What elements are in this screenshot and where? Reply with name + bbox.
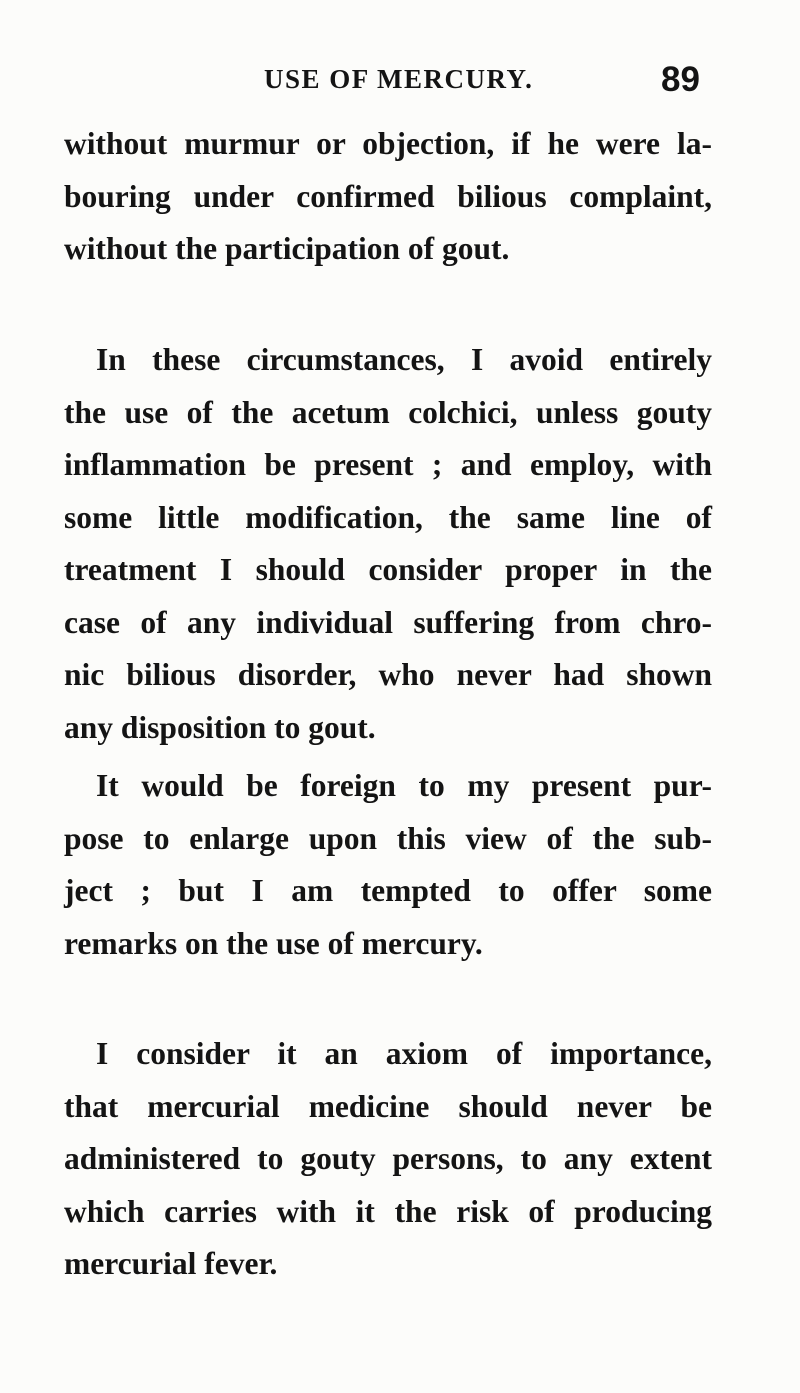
paragraph-4 [64, 1028, 712, 1291]
text-line: mercurial fever. [64, 1246, 278, 1281]
text-line: It would be foreign to my present pur- [96, 768, 712, 803]
text-line: pose to enlarge upon this view of the sub- [64, 820, 712, 856]
text-line: administered to gouty persons, to any extent [64, 1141, 712, 1176]
text-line: treatment I should consider proper in the [64, 552, 712, 587]
paragraph-1 [64, 118, 712, 276]
paragraph-3 [64, 760, 712, 970]
text-line: without murmur or objection, if he were la- [64, 126, 712, 161]
text-line: which carries with it the risk of producing [64, 1193, 712, 1229]
text-line: bouring under confirmed bilious complaint, [64, 178, 712, 214]
paragraph-2 [64, 334, 712, 754]
text-line: In these circumstances, I avoid entirely [96, 342, 712, 377]
text-line: without the participation of gout. [64, 231, 510, 266]
text-line: the use of the acetum colchici, unless gouty [64, 394, 712, 430]
running-title: USE OF MERCURY. [264, 64, 534, 94]
text-line: nic bilious disorder, who never had shown [64, 657, 712, 692]
text-line: inflammation be present ; and employ, with [64, 447, 712, 482]
text-line: case of any individual suffering from chro- [64, 604, 712, 640]
text-line: I consider it an axiom of importance, [96, 1036, 712, 1071]
text-line: remarks on the use of mercury. [64, 925, 483, 961]
text-line: that mercurial medicine should never be [64, 1088, 712, 1124]
text-line: any disposition to gout. [64, 709, 376, 745]
page-header [0, 62, 800, 102]
page-number: 89 [661, 60, 700, 99]
text-line: ject ; but I am tempted to offer some [64, 873, 712, 908]
text-line: some little modification, the same line of [64, 499, 712, 535]
